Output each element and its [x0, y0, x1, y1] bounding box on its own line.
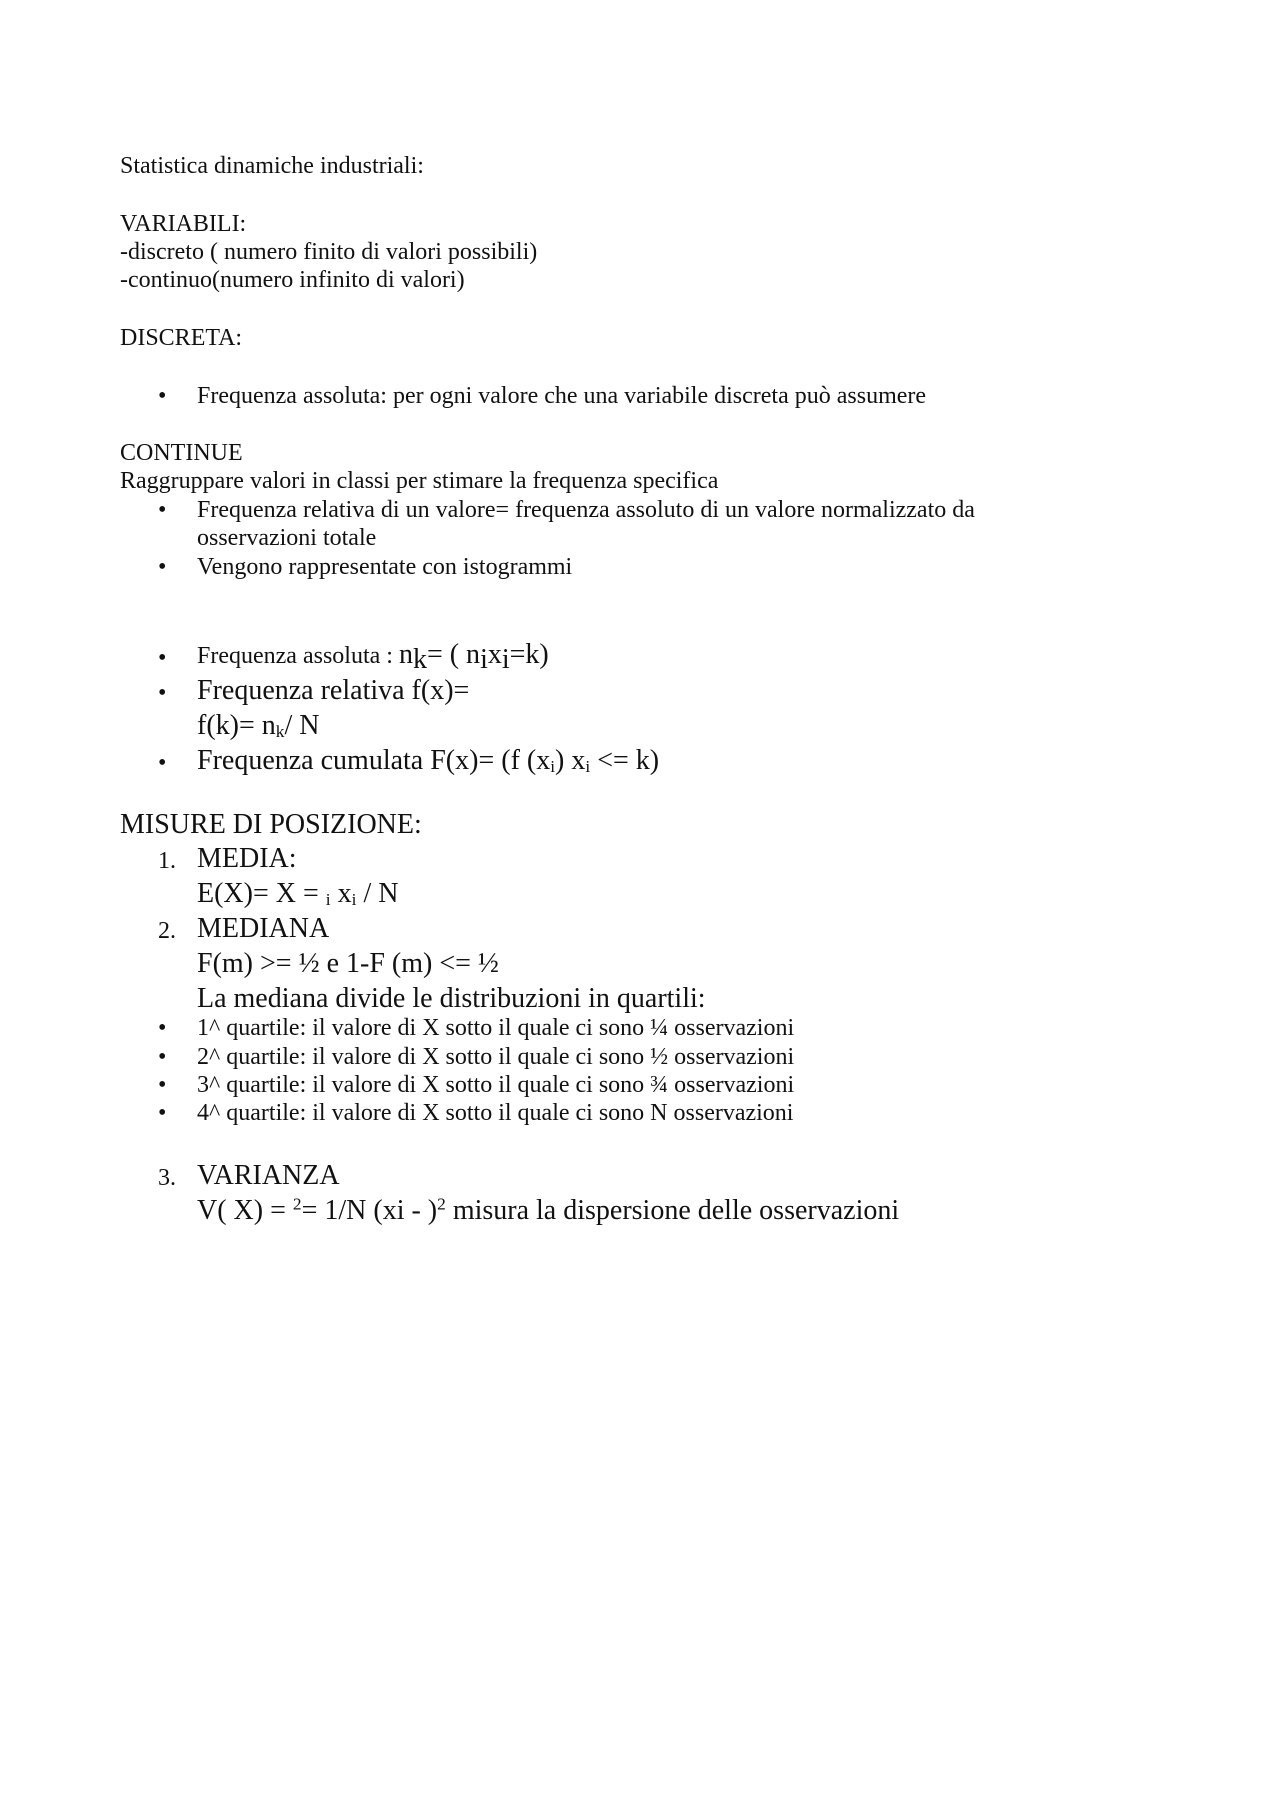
varianza-sup2: 2 — [437, 1194, 446, 1214]
varianza-c: misura la dispersione delle osservazioni — [445, 1195, 900, 1226]
bullet-icon: • — [158, 383, 167, 409]
mediana-formula: F(m) >= ½ e 1-F (m) <= ½ — [197, 948, 499, 979]
list-number-3: 3. — [158, 1165, 176, 1191]
freq-assoluta-label: Frequenza assoluta : — [197, 643, 399, 669]
frequenza-relativa-formula — [197, 712, 319, 740]
bullet-icon: • — [158, 554, 167, 580]
freq-assoluta-i1: i — [480, 644, 488, 676]
freq-assoluta-i2: i — [501, 644, 510, 676]
freq-assoluta-x: x — [487, 639, 502, 670]
freq-relativa-a: f(k)= n — [197, 710, 276, 741]
continue-bullet2: Vengono rappresentate con istogrammi — [197, 554, 573, 580]
variabili-heading: VARIABILI: — [120, 211, 247, 237]
mediana-heading: MEDIANA — [197, 913, 330, 944]
media-formula — [197, 880, 398, 908]
media-b: x — [330, 878, 352, 909]
freq-cumulata-a: Frequenza cumulata F(x)= (f (x — [197, 745, 551, 776]
frequenza-cumulata-formula — [197, 747, 659, 775]
media-a: E(X)= X = — [197, 878, 326, 909]
bullet-icon: • — [158, 1100, 167, 1126]
freq-assoluta-n: n — [398, 639, 413, 670]
variabili-line-discreto: -discreto ( numero finito di valori possibili) — [120, 239, 538, 265]
quartile-3: 3^ quartile: il valore di X sotto il quale ci sono ¾ osservazioni — [197, 1072, 795, 1098]
media-c: / N — [356, 878, 399, 909]
bullet-icon: • — [158, 1044, 167, 1070]
continue-heading: CONTINUE — [120, 440, 243, 466]
freq-relativa-b: / N — [284, 710, 320, 741]
quartile-1: 1^ quartile: il valore di X sotto il quale ci sono ¼ osservazioni — [197, 1015, 795, 1041]
list-number-2: 2. — [158, 918, 176, 944]
quartile-4: 4^ quartile: il valore di X sotto il quale ci sono N osservazioni — [197, 1100, 794, 1126]
freq-assoluta-end: =k) — [509, 639, 549, 670]
quartile-2: 2^ quartile: il valore di X sotto il quale ci sono ½ osservazioni — [197, 1044, 795, 1070]
varianza-sup1: 2 — [292, 1194, 302, 1214]
bullet-icon: • — [158, 750, 167, 776]
discreta-bullet: Frequenza assoluta: per ogni valore che una variabile discreta può assumere — [197, 383, 927, 409]
media-heading: MEDIA: — [197, 843, 297, 874]
continue-bullet1-line1: Frequenza relativa di un valore= frequenza assoluto di un valore normalizzato da — [197, 497, 975, 523]
bullet-icon: • — [158, 1072, 167, 1098]
frequenza-assoluta-formula — [197, 639, 549, 676]
freq-cumulata-b: ) x — [555, 745, 586, 776]
bullet-icon: • — [158, 680, 167, 706]
freq-cumulata-c: <= k) — [590, 745, 660, 776]
media-i2: i — [351, 890, 357, 910]
media-i1: i — [325, 890, 331, 910]
freq-cumulata-i2: i — [585, 757, 591, 777]
continue-intro: Raggruppare valori in classi per stimare la frequenza specifica — [120, 468, 719, 494]
variabili-line-continuo: -continuo(numero infinito di valori) — [120, 267, 465, 293]
bullet-icon: • — [158, 645, 167, 671]
misure-heading: MISURE DI POSIZIONE: — [120, 809, 422, 840]
bullet-icon: • — [158, 497, 167, 523]
freq-cumulata-i1: i — [550, 757, 556, 777]
continue-bullet1-line2: osservazioni totale — [197, 525, 377, 551]
doc-title: Statistica dinamiche industriali: — [120, 153, 424, 179]
varianza-formula — [197, 1194, 900, 1226]
freq-assoluta-k: k — [412, 644, 427, 676]
list-number-1: 1. — [158, 848, 176, 874]
discreta-heading: DISCRETA: — [120, 325, 243, 351]
varianza-heading: VARIANZA — [197, 1160, 340, 1191]
frequenza-relativa: Frequenza relativa f(x)= — [197, 675, 470, 706]
bullet-icon: • — [158, 1015, 167, 1041]
freq-relativa-k: k — [275, 722, 285, 742]
freq-assoluta-eq: = ( n — [426, 639, 481, 670]
varianza-a: V( X) = — [197, 1195, 293, 1226]
varianza-b: = 1/N (xi - ) — [301, 1195, 438, 1226]
mediana-description: La mediana divide le distribuzioni in quartili: — [197, 983, 706, 1014]
